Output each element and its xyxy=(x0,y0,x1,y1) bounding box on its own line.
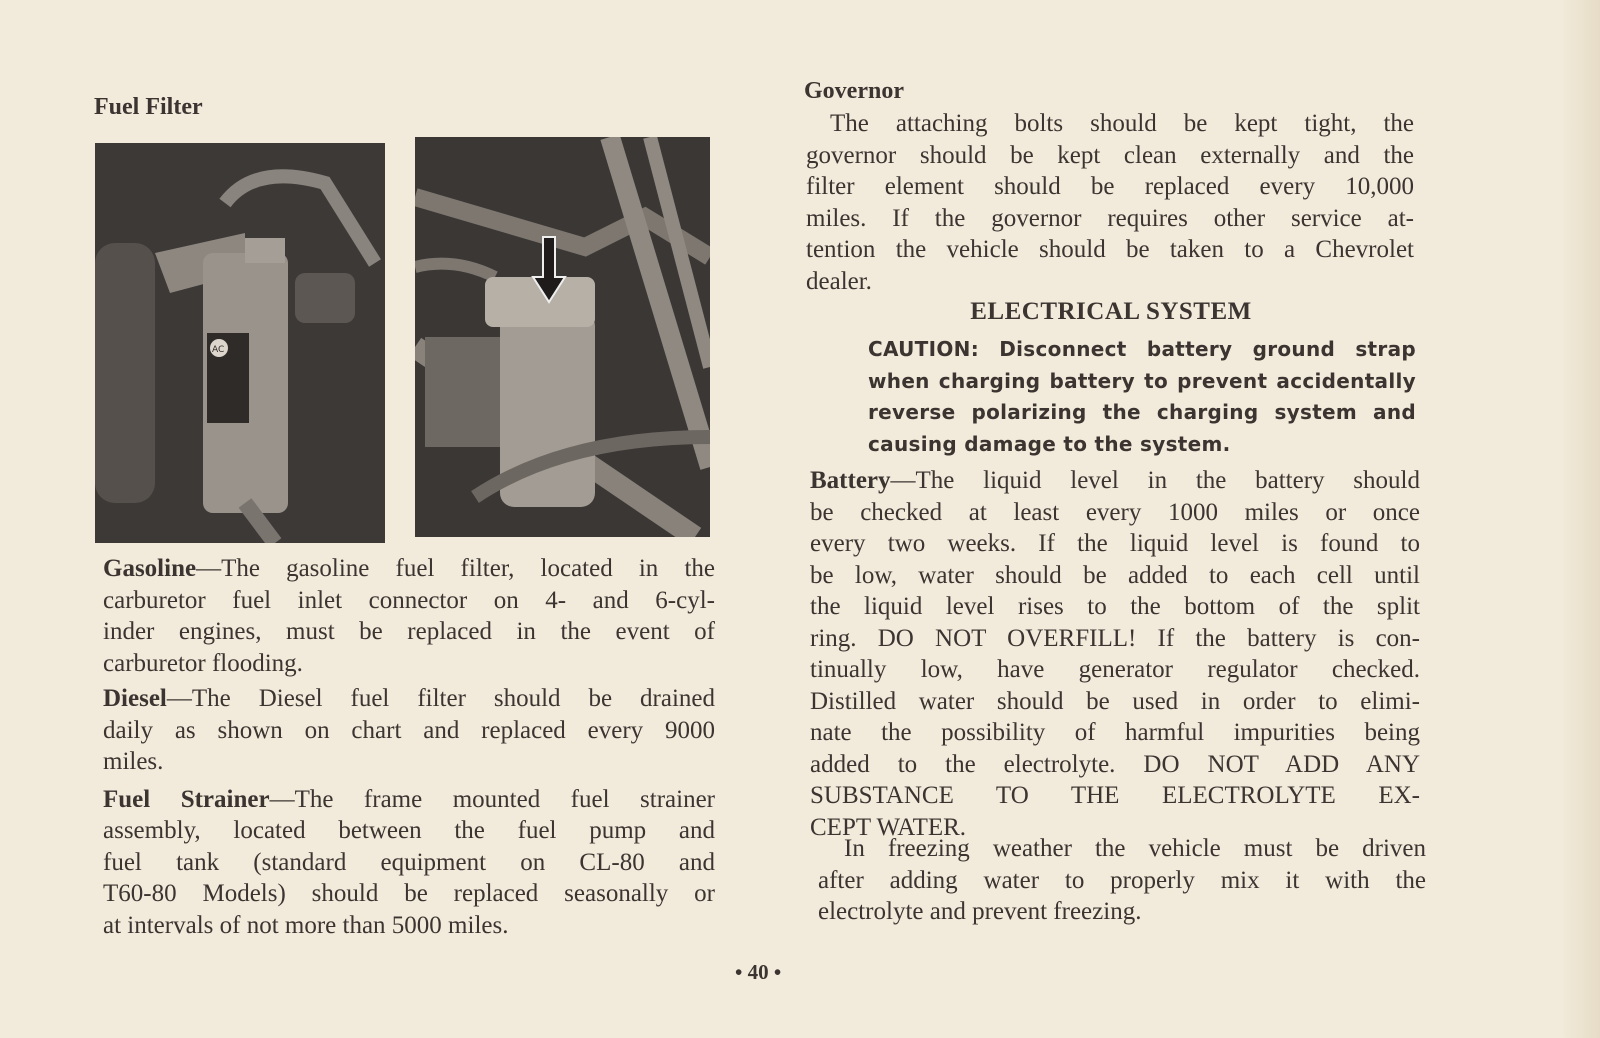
governor-heading: Governor xyxy=(804,78,904,104)
text-line: In freezing weather the vehicle must be driven xyxy=(844,835,1426,862)
fuel-filter-heading: Fuel Filter xyxy=(94,94,203,120)
text-line: tention the vehicle should be taken to a Chevrolet xyxy=(806,236,1414,263)
text-line: carburetor fuel inlet connector on 4- and 6-cyl- xyxy=(103,586,715,614)
text-line: The attaching bolts should be kept tight, the xyxy=(830,110,1414,137)
fuel-strainer-paragraph xyxy=(103,784,715,942)
text-line: every two weeks. If the liquid level is found to xyxy=(810,530,1420,557)
text-line: Gasoline—The gasoline fuel filter, located in the xyxy=(103,555,715,582)
text-line: be checked at least every 1000 miles or once xyxy=(810,498,1420,526)
text-line: SUBSTANCE TO THE ELECTROLYTE EX- xyxy=(810,782,1420,809)
text-line: carburetor flooding. xyxy=(103,649,303,677)
gasoline-fuel-filter-photo xyxy=(95,143,385,543)
battery-paragraph xyxy=(810,465,1420,843)
gasoline-paragraph xyxy=(103,553,715,679)
text-line: the liquid level rises to the bottom of the split xyxy=(810,593,1420,620)
text-line: inder engines, must be replaced in the event of xyxy=(103,618,715,645)
paragraph-lead: Gasoline xyxy=(103,555,197,582)
text-line: miles. xyxy=(103,748,164,775)
text-line: fuel tank (standard equipment on CL-80 and xyxy=(103,848,715,876)
text-line: tinually low, have generator regulator checked. xyxy=(810,656,1420,683)
text-line: nate the possibility of harmful impurities being xyxy=(810,719,1420,746)
text-line: at intervals of not more than 5000 miles. xyxy=(103,911,509,939)
electrical-system-heading: ELECTRICAL SYSTEM xyxy=(970,298,1252,325)
diesel-paragraph xyxy=(103,683,715,778)
text-line: reverse polarizing the charging system and xyxy=(868,400,1416,424)
diesel-fuel-filter-photo xyxy=(415,137,710,537)
paragraph-lead: Diesel xyxy=(103,685,167,712)
text-line: daily as shown on chart and replaced every 9000 xyxy=(103,716,715,744)
text-line: dealer. xyxy=(806,267,872,295)
text-line: causing damage to the system. xyxy=(868,431,1231,456)
paragraph-lead: Fuel Strainer xyxy=(103,785,270,813)
page-number: • 40 • xyxy=(735,960,782,984)
text-line: be low, water should be added to each cell until xyxy=(810,561,1420,589)
text-line: governor should be kept clean externally and the xyxy=(806,141,1414,169)
text-line: assembly, located between the fuel pump and xyxy=(103,817,715,844)
text-line: when charging battery to prevent accidentally xyxy=(868,368,1416,393)
text-line: Battery—The liquid level in the battery should xyxy=(810,467,1420,494)
text-line: CAUTION: Disconnect battery ground strap xyxy=(868,337,1416,361)
page-edge-shadow xyxy=(1560,0,1600,1038)
text-line: ring. DO NOT OVERFILL! If the battery is con- xyxy=(810,624,1420,652)
freezing-paragraph xyxy=(818,833,1426,928)
text-line: Diesel—The Diesel fuel filter should be drained xyxy=(103,685,715,712)
ac-logo: AC xyxy=(212,345,225,355)
governor-paragraph xyxy=(806,108,1414,297)
text-line: CEPT WATER. xyxy=(810,813,967,841)
text-line: filter element should be replaced every 10,000 xyxy=(806,173,1414,200)
text-line: electrolyte and prevent freezing. xyxy=(818,898,1142,925)
text-line: miles. If the governor requires other service at- xyxy=(806,204,1414,232)
paragraph-lead: Battery xyxy=(810,467,891,494)
text-line: after adding water to properly mix it with the xyxy=(818,866,1426,894)
caution-note xyxy=(868,334,1416,460)
text-line: Fuel Strainer—The frame mounted fuel strainer xyxy=(103,785,715,813)
text-line: added to the electrolyte. DO NOT ADD ANY xyxy=(810,750,1420,778)
text-line: T60-80 Models) should be replaced seasonally or xyxy=(103,880,715,907)
text-line: Distilled water should be used in order to elimi- xyxy=(810,687,1420,715)
